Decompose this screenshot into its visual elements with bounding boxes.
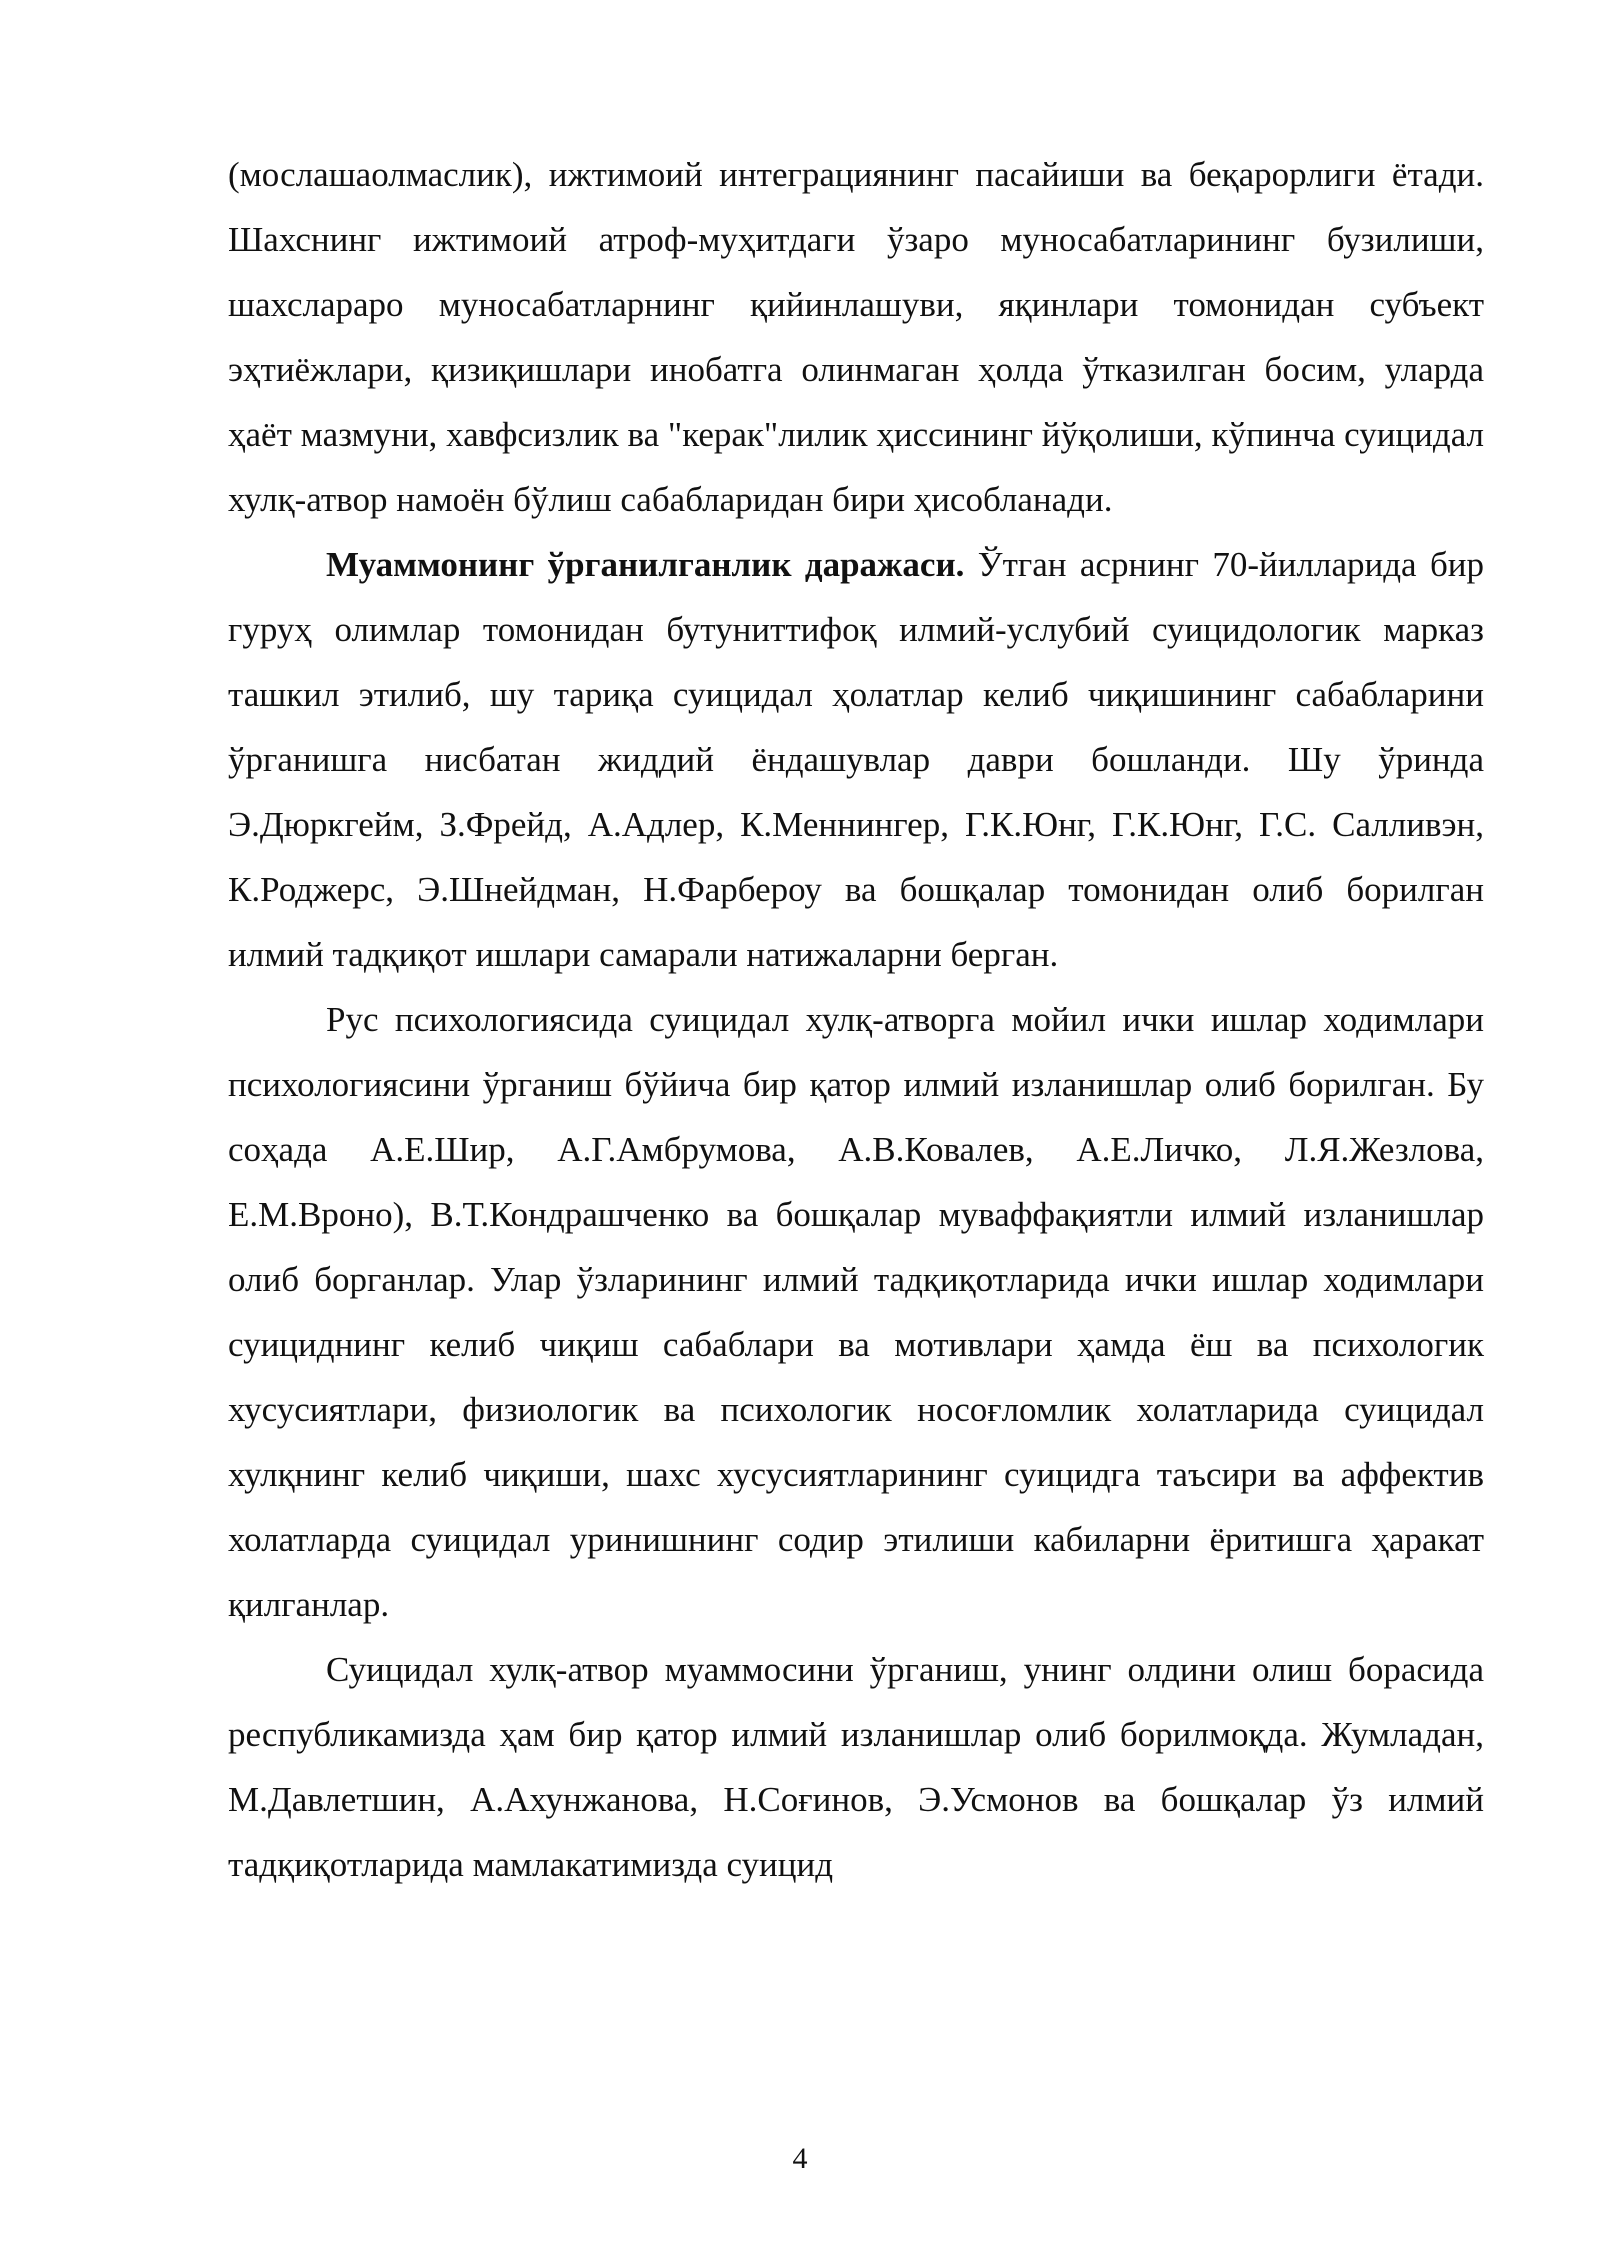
paragraph-1 [228,142,1484,532]
paragraph-2-text: Ўтган асрнинг 70-йилларида бир гуруҳ олимлар томонидан бутуниттифоқ илмий-услубий суицидологик марказ ташкил этилиб, шу тариқа суицидал ҳолатлар келиб чиқишининг сабабларини ўрганишга нисбатан жиддий ёндашувлар даври бошланди. Шу ўринда Э.Дюркгейм, З.Фрейд, А.Адлер, К.Меннингер, Г.К.Юнг, Г.К.Юнг, Г.С. Салливэн, К.Роджерс, Э.Шнейдман, Н.Фарбероу ва бошқалар томонидан олиб борилган илмий тадқиқот ишлари самарали натижаларни берган. [228,545,1485,974]
section-heading: Муаммонинг ўрганилганлик даражаси. [326,545,965,584]
paragraph-4-text: Суицидал хулқ-атвор муаммосини ўрганиш, унинг олдини олиш борасида республикамизда ҳам бир қатор илмий изланишлар олиб борилмоқда. Жумладан, М.Давлетшин, А.Ахунжанова, Н.Соғинов, Э.Усмонов ва бошқалар ўз илмий тадқиқотларида мамлакатимизда суицид [228,1650,1484,1884]
paragraph-2 [228,532,1484,987]
body-text [228,142,1484,1897]
page-number: 4 [792,2142,808,2175]
paragraph-1-text: (мослашаолмаслик), ижтимоий интеграциянинг пасайиши ва беқарорлиги ётади. Шахснинг ижтимоий атроф-муҳитдаги ўзаро муносабатларининг бузилиши, шахслараро муносабатларнинг қийинлашуви, яқинлари томонидан субъект эҳтиёжлари, қизиқишлари инобатга олинмаган ҳолда ўтказилган босим, уларда ҳаёт мазмуни, хавфсизлик ва "керак"лилик ҳиссининг йўқолиши, кўпинча суицидал хулқ-атвор намоён бўлиш сабабларидан бири ҳисобланади. [228,155,1484,519]
paragraph-3-text: Рус психологиясида суицидал хулқ-атворга мойил ички ишлар ходимлари психологиясини ўрганиш бўйича бир қатор илмий изланишлар олиб борилган. Бу соҳада А.Е.Шир, А.Г.Амбрумова, А.В.Ковалев, А.Е.Личко, Л.Я.Жезлова, Е.М.Вроно), В.Т.Кондрашченко ва бошқалар муваффақиятли илмий изланишлар олиб борганлар. Улар ўзларининг илмий тадқиқотларида ички ишлар ходимлари суициднинг келиб чиқиш сабаблари ва мотивлари ҳамда ёш ва психологик хусусиятлари, физиологик ва психологик носоғломлик холатларида суицидал хулқнинг келиб чиқиши, шахс хусусиятларининг суицидга таъсири ва аффектив холатларда суицидал уринишнинг содир этилиши кабиларни ёритишга ҳаракат қилганлар. [228,1000,1484,1624]
paragraph-4 [228,1637,1484,1897]
paragraph-3 [228,987,1484,1637]
